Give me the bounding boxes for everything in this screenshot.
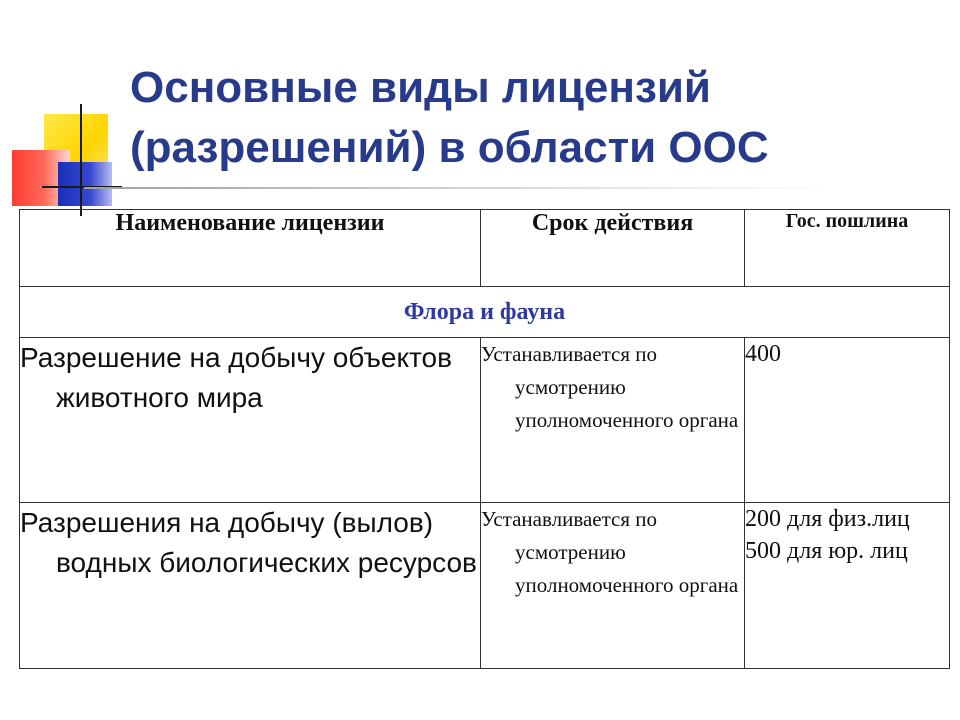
table-row [20,503,950,669]
license-name: Разрешение на добычу объектов животного мира [20,342,453,413]
page-title [130,58,910,178]
title-divider [84,187,834,189]
fee-value-legal-entities: 500 для юр. лиц [745,538,908,564]
logo-vertical-line [80,104,82,216]
title-line-1: Основные виды лицензий [130,63,711,112]
section-label: Флора и фауна [20,287,950,338]
license-name: Разрешения на добычу (вылов) водных биологических ресурсов [20,507,477,578]
header-validity [481,210,745,287]
fee-value: 400 [745,341,781,367]
header-state-fee [745,210,950,287]
table-section-row [20,287,950,338]
license-name-cell [20,338,481,503]
licenses-table [19,209,950,669]
fee-value-individuals: 200 для физ.лиц [745,506,910,532]
validity-text: Устанавливается по усмотрению уполномоченного органа [481,507,739,597]
header-license-name-text: Наименование лицензии [115,210,385,236]
validity-text: Устанавливается по усмотрению уполномоченного органа [481,342,739,432]
header-validity-text: Срок действия [531,210,694,236]
header-license-name [20,210,481,287]
header-state-fee-text: Гос. пошлина [785,210,909,232]
title-line-2: (разрешений) в области ООС [130,123,769,172]
decorative-logo [0,0,140,230]
validity-cell [481,503,745,669]
table-row [20,338,950,503]
table-header-row [20,210,950,287]
fee-cell [745,503,950,669]
validity-cell [481,338,745,503]
fee-cell [745,338,950,503]
logo-blue-square [58,162,112,206]
license-name-cell [20,503,481,669]
